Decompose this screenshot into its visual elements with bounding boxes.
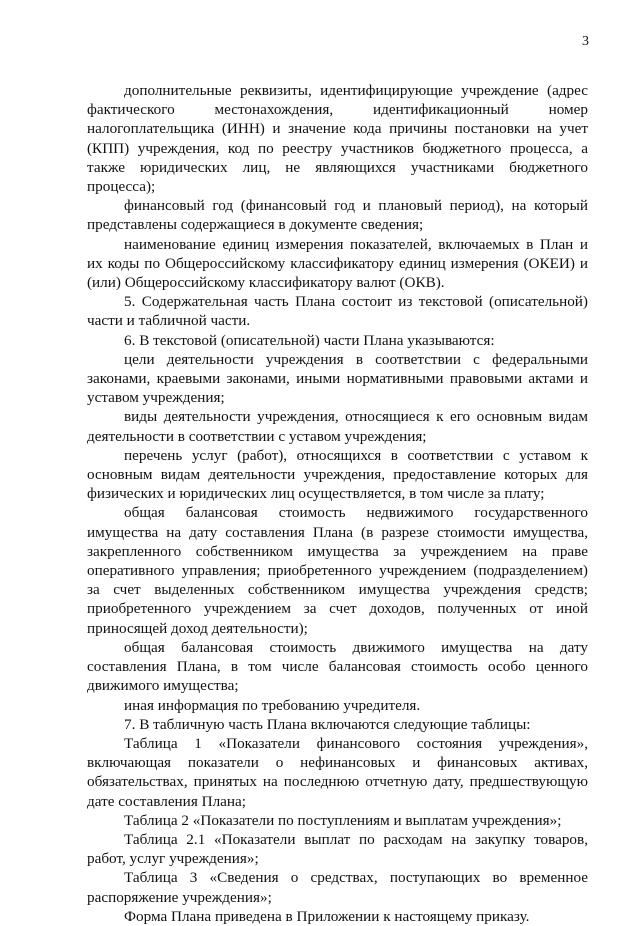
paragraph-table-3: Таблица 3 «Сведения о средствах, поступающих во временное распоряжение учреждения»; xyxy=(87,869,588,906)
paragraph-units: наименование единиц измерения показателей, включаемых в План и их коды по Общероссийскому классификатору единиц измерения (ОКЕИ) и (или) Общероссийскому классификатору валют (ОКВ). xyxy=(87,235,588,292)
page-number: 3 xyxy=(582,34,589,49)
paragraph-table-2: Таблица 2 «Показатели по поступлениям и выплатам учреждения»; xyxy=(124,811,562,829)
paragraph-table-1: Таблица 1 «Показатели финансового состояния учреждения», включающая показатели о нефинансовых и финансовых активах, обязательствах, принятых на последнюю отчетную дату, предшествующую дате составления Плана; xyxy=(87,734,588,810)
paragraph-plan-form: Форма Плана приведена в Приложении к настоящему приказу. xyxy=(124,907,530,925)
paragraph-financial-year: финансовый год (финансовый год и плановый период), на который представлены содержащиеся в документе сведения; xyxy=(87,197,588,234)
document-body xyxy=(87,81,588,926)
paragraph-services: перечень услуг (работ), относящихся в соответствии с уставом к основным видам деятельности учреждения, предоставление которых для физических и юридических лиц осуществляется, в том числе за плату; xyxy=(87,446,588,503)
paragraph-item-6: 6. В текстовой (описательной) части Плана указываются: xyxy=(124,331,495,349)
paragraph-item-7: 7. В табличную часть Плана включаются следующие таблицы: xyxy=(124,715,531,733)
paragraph-item-5: 5. Содержательная часть Плана состоит из текстовой (описательной) части и табличной части. xyxy=(87,293,588,330)
paragraph-real-estate-value: общая балансовая стоимость недвижимого государственного имущества на дату составления Плана (в разрезе стоимости имущества, закрепленного собственником имущества за учреждением на праве оперативного управления; приобретенного учреждением (подразделением) за счет выделенных собственником имущества учреждения средств; приобретенного учреждением за счет доходов, полученных от иной приносящей доход деятельности); xyxy=(87,504,588,637)
paragraph-table-2-1: Таблица 2.1 «Показатели выплат по расходам на закупку товаров, работ, услуг учреждения»; xyxy=(87,830,588,868)
paragraph-movable-value: общая балансовая стоимость движимого имущества на дату составления Плана, в том числе балансовая стоимость особо ценного движимого имущества; xyxy=(87,638,588,695)
paragraph-other-info: иная информация по требованию учредителя. xyxy=(124,696,421,714)
paragraph-goals: цели деятельности учреждения в соответствии с федеральными законами, краевыми законами, иными нормативными правовыми актами и уставом учреждения; xyxy=(87,350,588,407)
paragraph-activities: виды деятельности учреждения, относящиеся к его основным видам деятельности в соответствии с уставом учреждения; xyxy=(87,408,588,445)
paragraph-requisites: дополнительные реквизиты, идентифицирующие учреждение (адрес фактического местонахождения, идентификационный номер налогоплательщика (ИНН) и значение кода причины постановки на учет (КПП) учреждения, код по реестру участников бюджетного процесса, а также юридических лиц, не являющихся участниками бюджетного процесса); xyxy=(87,82,588,196)
